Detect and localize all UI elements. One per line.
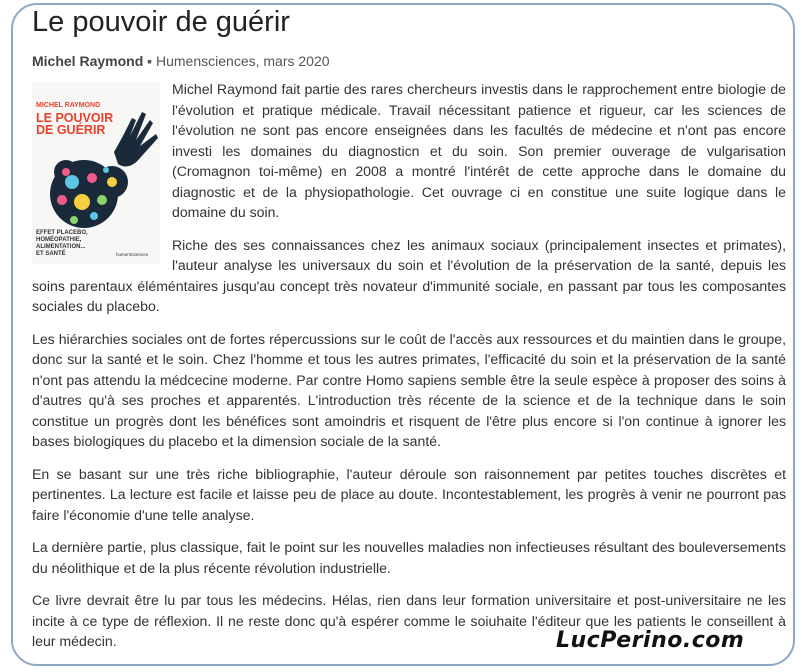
paragraph: Les hiérarchies sociales ont de fortes répercussions sur le coût de l'accès aux ressources et du maintien dans le groupe, donc sur la santé et le soin. Chez l'homme et tous les autres primates, l'efficacité du soin et la préservation de la santé n'ont pas attendu la médcecine moderne. Par contre Homo sapiens semble être la seule espèce à proposer des soins à d'autres qu'à ses proches et apparentés. L'introduction très récente de la science et de la technique dans le soin constitue un progrès dont les bénéfices sont amoindris et risquent de l'être plus encore si l'on continue à ignorer les bases biologiques du placebo et la dimension sociale de la santé. [32, 330, 786, 449]
paragraph: Riche des ses connaissances chez les animaux sociaux (principalement insectes et primates), l'auteur analyse les universaux du soin et l'évolution de la préservation de la santé, depuis les soins parentaux éléméntaires jusqu'au concept très novateur d'immunité sociale, en passant par tous les composantes sociales du placebo. [32, 236, 786, 314]
cover-float-space [32, 79, 172, 265]
paragraph: En se basant sur une très riche bibliographie, l'auteur déroule son raisonnement par petites touches discrètes et pertinentes. La lecture est facile et laisse peu de place au doute. Incontestablement, les progrès à venir ne pourront pas faire l'économie d'une telle analyse. [32, 465, 786, 523]
publisher-date: Humensciences, mars 2020 [156, 53, 330, 69]
cover-subtitle-line: ET SANTÉ [36, 251, 66, 257]
paragraph: Ce livre devrait être lu par tous les médecins. Hélas, rien dans leur formation universitaire et post-universitaire ne les incite à ce type de réflexion. Il ne reste donc qu'à espérer comme le soiuhaite l'éditeur que les patients le conseillent à leur médecin. [32, 592, 786, 649]
byline-separator: ▪ [147, 53, 153, 69]
cover-publisher: humenSciences [116, 252, 149, 257]
review-body [32, 79, 786, 664]
cover-subtitle-line: ALIMENTATION... [36, 244, 86, 250]
site-signature: LucPerino.com [556, 628, 745, 653]
byline [32, 53, 330, 69]
page-title: Le pouvoir de guérir [32, 6, 290, 38]
author-name: Michel Raymond [32, 53, 144, 69]
cover-author: MICHEL RAYMOND [36, 102, 101, 109]
paragraph: La dernière partie, plus classique, fait le point sur les nouvelles maladies non infectieuses résultant des bouleversements du néolithique et de la plus récente révolution industrielle. [32, 539, 786, 576]
cover-title-line: DE GUÉRIR [36, 123, 106, 137]
cover-subtitle-line: EFFET PLACEBO, HOMÉOPATHIE, [36, 230, 88, 243]
cover-title-line: LE POUVOIR [36, 111, 114, 125]
paragraph: Michel Raymond fait partie des rares chercheurs investis dans le rapprochement entre biologie de l'évolution et pratique médicale. Travail nécessitant patience et rigueur, car les sciences de l'évolution ne sont pas encore enseignées dans les facultés de médecine et n'ont pas encore investi les domaines du diagnosticn et du soin. Son premier ouverage de vulgarisation (Cromagnon toi-même) en 2008 a montré l'intérêt de cette approche dans le domaine du diagnostic et de la physiopathologie. Cet ouvrage ci en constitue une suite logique dans le domaine du soin. [172, 81, 786, 220]
